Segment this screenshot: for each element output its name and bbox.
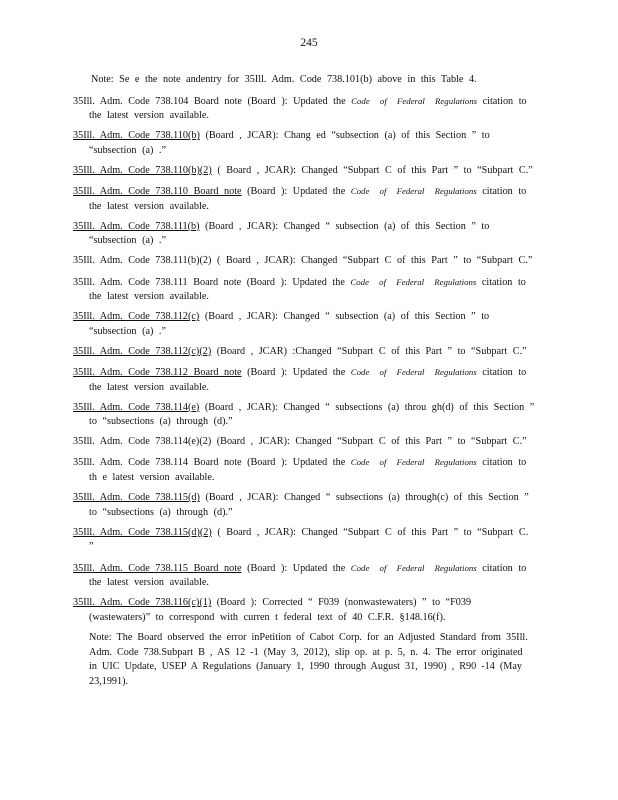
section-reference: 35Ill. Adm. Code 738.116(c)(1) (73, 597, 212, 609)
amendment-entry (73, 129, 535, 158)
entry-text: ( Board , JCAR): Changed “Subpart C of this Part ” to “Subpart C.” (211, 255, 533, 267)
section-reference: 35Ill. Adm. Code 738.115 Board note (73, 562, 242, 574)
entry-container (73, 94, 535, 626)
amendment-entry (73, 435, 535, 450)
page-number: 245 (300, 37, 318, 49)
cfr-italic-text: Code of Federal Regulations (350, 457, 477, 468)
section-reference: 35Ill. Adm. Code 738.111(b) (73, 220, 200, 232)
amendment-entry (73, 491, 535, 520)
amendment-entry (73, 345, 535, 360)
entry-text: (Board ): Updated the (241, 276, 351, 288)
entry-text-tail: citation to the latest version available. (89, 95, 527, 122)
entry-text-tail: citation to the latest version available. (89, 562, 527, 589)
section-reference: 35Ill. Adm. Code 738.104 (73, 95, 189, 107)
amendment-entry (73, 220, 535, 249)
amendment-entry (73, 184, 535, 214)
entry-text-tail: citation to th e latest version available. (89, 457, 527, 484)
entry-text: (Board , JCAR) :Changed “Subpart C of this Part ” to “Subpart C.” (211, 345, 527, 357)
section-reference: 35Ill. Adm. Code 738.112(c)(2) (73, 345, 212, 357)
top-note: Note: Se e the note andentry for 35Ill. Adm. Code 738.101(b) above in this Table 4. (91, 74, 477, 85)
entry-text: (Board , JCAR): Changed “Subpart C of this Part ” to “Subpart C.” (211, 436, 527, 448)
entry-text: (Board , JCAR): Changed “ subsection (a) of this Section ” to “subsection (a) .” (89, 311, 490, 337)
section-reference: 35Ill. Adm. Code 738.111(b)(2) (73, 255, 212, 267)
section-reference: 35Ill. Adm. Code 738.114 Board note (73, 457, 242, 469)
cfr-italic-text: Code of Federal Regulations (350, 562, 477, 573)
section-reference: 35Ill. Adm. Code 738.115(d)(2) (73, 526, 212, 538)
cfr-italic-text: Code of Federal Regulations (350, 367, 477, 377)
cfr-italic-text: Code of Federal Regulations (350, 276, 477, 287)
amendment-entry (73, 526, 535, 555)
entries-list (73, 73, 535, 689)
section-reference: 35Ill. Adm. Code 738.114(e) (73, 401, 200, 413)
amendment-entry (73, 561, 535, 591)
amendment-entry (73, 455, 535, 485)
entry-text-tail: citation to the latest version available. (89, 276, 526, 303)
entry-text: (Board , JCAR): Changed “ subsections (a) through(c) of this Section ” to “subsections (a) through (d).” (89, 492, 529, 518)
section-reference: 35Ill. Adm. Code 738.112 Board note (73, 367, 242, 378)
amendment-entry (73, 254, 535, 269)
cfr-italic-text: Code of Federal Regulations (351, 95, 478, 106)
entry-text: (Board ): Corrected “ F039 (nonwastewaters) ” to “F039 (wastewaters)” to correspond with curren t federal text of 40 C.F.R. §148.16(f). (89, 597, 472, 623)
amendment-entry (73, 596, 535, 625)
amendment-entry (73, 94, 535, 124)
entry-text: (Board ): Updated the (241, 186, 351, 198)
amendment-entry (73, 275, 535, 305)
amendment-entry (73, 401, 535, 430)
entry-text-tail: citation to the latest version available. (89, 367, 527, 393)
cfr-italic-text: Code of Federal Regulations (350, 186, 477, 197)
section-reference: 35Ill. Adm. Code 738.110(b) (73, 130, 200, 142)
entry-text: (Board , JCAR): Changed “ subsections (a) throu gh(d) of this Section ” to “subsections (a) through (d).” (89, 401, 535, 428)
section-reference: 35Ill. Adm. Code 738.112(c) (73, 311, 200, 323)
entry-text: (Board , JCAR): Changed “ subsection (a) of this Section ” to “subsection (a) .” (89, 220, 490, 247)
section-reference: 35Ill. Adm. Code 738.115(d) (73, 492, 200, 504)
amendment-entry (73, 365, 535, 395)
amendment-entry (73, 310, 535, 339)
bottom-note: Note: The Board observed the error inPetition of Cabot Corp. for an Adjusted Standard from 35Ill. Adm. Code 738.Subpart B , AS 12 -1 (May 3, 2012), slip op. at p. 5, n. 4. The error originated in UIC Update, USEP A Regulations (January 1, 1990 through August 31, 1990) , R90 -14 (May 23,1991). (89, 631, 528, 687)
amendment-entry (73, 164, 535, 179)
entry-text: ( Board , JCAR): Changed “Subpart C of this Part ” to “Subpart C. ” (89, 526, 529, 553)
entry-text: (Board ): Updated the (241, 457, 351, 469)
entry-text: Board note (Board ): Updated the (188, 95, 352, 107)
section-reference: 35Ill. Adm. Code 738.114(e)(2) (73, 436, 212, 448)
entry-text-tail: citation to the latest version available. (89, 186, 527, 212)
section-reference: 35Ill. Adm. Code 738.111 Board note (73, 276, 242, 288)
section-reference: 35Ill. Adm. Code 738.110(b)(2) (73, 164, 212, 176)
section-reference: 35Ill. Adm. Code 738.110 Board note (73, 186, 242, 198)
entry-text: ( Board , JCAR): Changed “Subpart C of this Part ” to “Subpart C.” (211, 164, 533, 176)
entry-text: (Board ): Updated the (241, 562, 351, 574)
entry-text: (Board , JCAR): Chang ed “subsection (a) of this Section ” to “subsection (a) .” (89, 130, 490, 156)
entry-text: (Board ): Updated the (241, 367, 351, 378)
